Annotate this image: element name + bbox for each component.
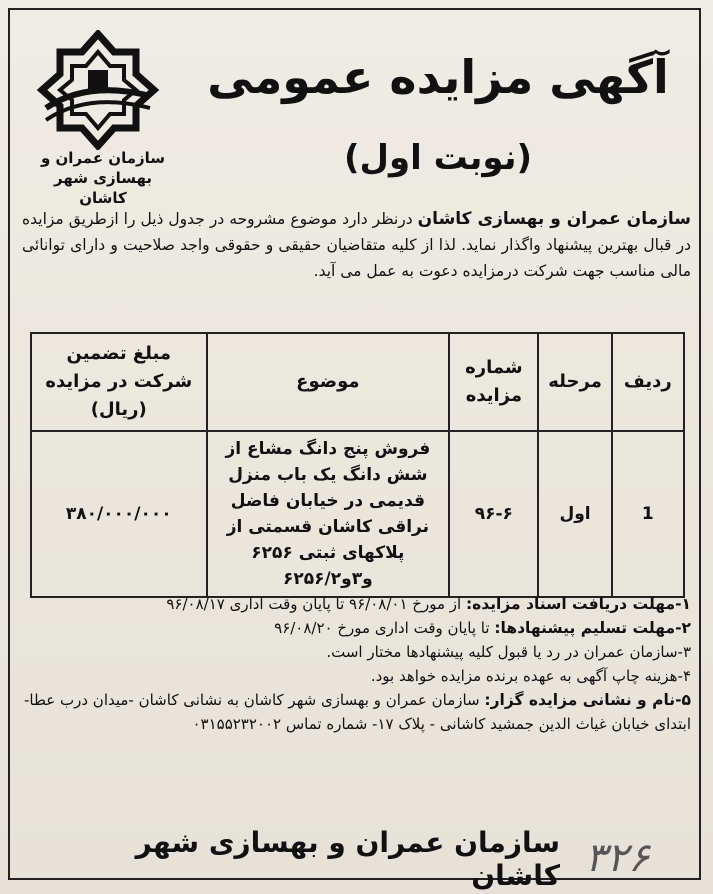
ad-title: آگهی مزایده عمومی bbox=[207, 50, 669, 104]
intro-paragraph bbox=[22, 206, 691, 284]
auction-table bbox=[30, 332, 685, 598]
cell-row-number: 1 bbox=[612, 431, 684, 597]
terms-list bbox=[22, 592, 691, 736]
header-row-number: ردیف bbox=[612, 333, 684, 431]
term-label: ۵-نام و نشانی مزایده گزار: bbox=[484, 691, 691, 709]
header-guarantee: مبلغ تضمین شرکت در مزایده (ریال) bbox=[31, 333, 207, 431]
header-auction-number: شماره مزایده bbox=[449, 333, 538, 431]
term-text: سازمان عمران و بهسازی شهر کاشان به نشانی کاشان -میدان درب عطا- ابتدای خیابان غیاث الدین جمشید کاشانی - پلاک ۱۷- شماره تماس ۰۳۱۵۵۲۳۲۰۰۲ bbox=[23, 691, 691, 733]
handwritten-note: ۳۲۶ bbox=[585, 835, 650, 881]
term-text: ۳-سازمان عمران در رد یا قبول کلیه پیشنهادها مختار است. bbox=[326, 643, 691, 661]
logo-caption: سازمان عمران و بهسازی شهر کاشان bbox=[40, 149, 166, 207]
table-row bbox=[31, 431, 684, 597]
term-item bbox=[22, 640, 691, 664]
ad-round: (نوبت اول) bbox=[343, 138, 533, 178]
cell-guarantee: ۳۸۰/۰۰۰/۰۰۰ bbox=[31, 431, 207, 597]
logo-emblem-icon bbox=[28, 30, 168, 150]
term-item bbox=[22, 616, 691, 640]
term-item bbox=[22, 592, 691, 616]
intro-text: درنظر دارد موضوع مشروحه در جدول ذیل را ازطریق مزایده در قبال بهترین پیشنهاد واگذار نماید. لذا از کلیه متقاضیان حقیقی و حقوقی واجد صلاحیت و دارای توانائی مالی مناسب جهت شرکت درمزایده دعوت به عمل می آید. bbox=[22, 210, 691, 280]
cell-subject: فروش پنج دانگ مشاع از شش دانگ یک باب منزل قدیمی در خیابان فاضل نراقی کاشان قسمتی از پلاکهای ثبتی ۶۲۵۶ و۳و۶۲۵۶/۲ bbox=[207, 431, 450, 597]
header-stage: مرحله bbox=[538, 333, 611, 431]
cell-stage: اول bbox=[538, 431, 611, 597]
term-label: ۲-مهلت تسلیم پیشنهادها: bbox=[494, 619, 691, 637]
term-item bbox=[22, 664, 691, 688]
term-text: تا پایان وقت اداری مورخ ۹۶/۰۸/۲۰ bbox=[274, 619, 495, 637]
term-item bbox=[22, 688, 691, 736]
intro-organization: سازمان عمران و بهسازی کاشان bbox=[417, 209, 691, 229]
term-text: ۴-هزینه چاپ آگهی به عهده برنده مزایده خواهد بود. bbox=[370, 667, 691, 685]
header-subject: موضوع bbox=[207, 333, 450, 431]
ad-signature: سازمان عمران و بهسازی شهر کاشان bbox=[135, 826, 560, 892]
table-header-row bbox=[31, 333, 684, 431]
organization-logo bbox=[28, 30, 168, 207]
term-label: ۱-مهلت دریافت اسناد مزایده: bbox=[465, 595, 691, 613]
cell-auction-number: ۹۶-۶ bbox=[449, 431, 538, 597]
term-text: از مورخ ۹۶/۰۸/۰۱ تا پایان وقت اداری ۹۶/۰۸/۱۷ bbox=[166, 595, 466, 613]
